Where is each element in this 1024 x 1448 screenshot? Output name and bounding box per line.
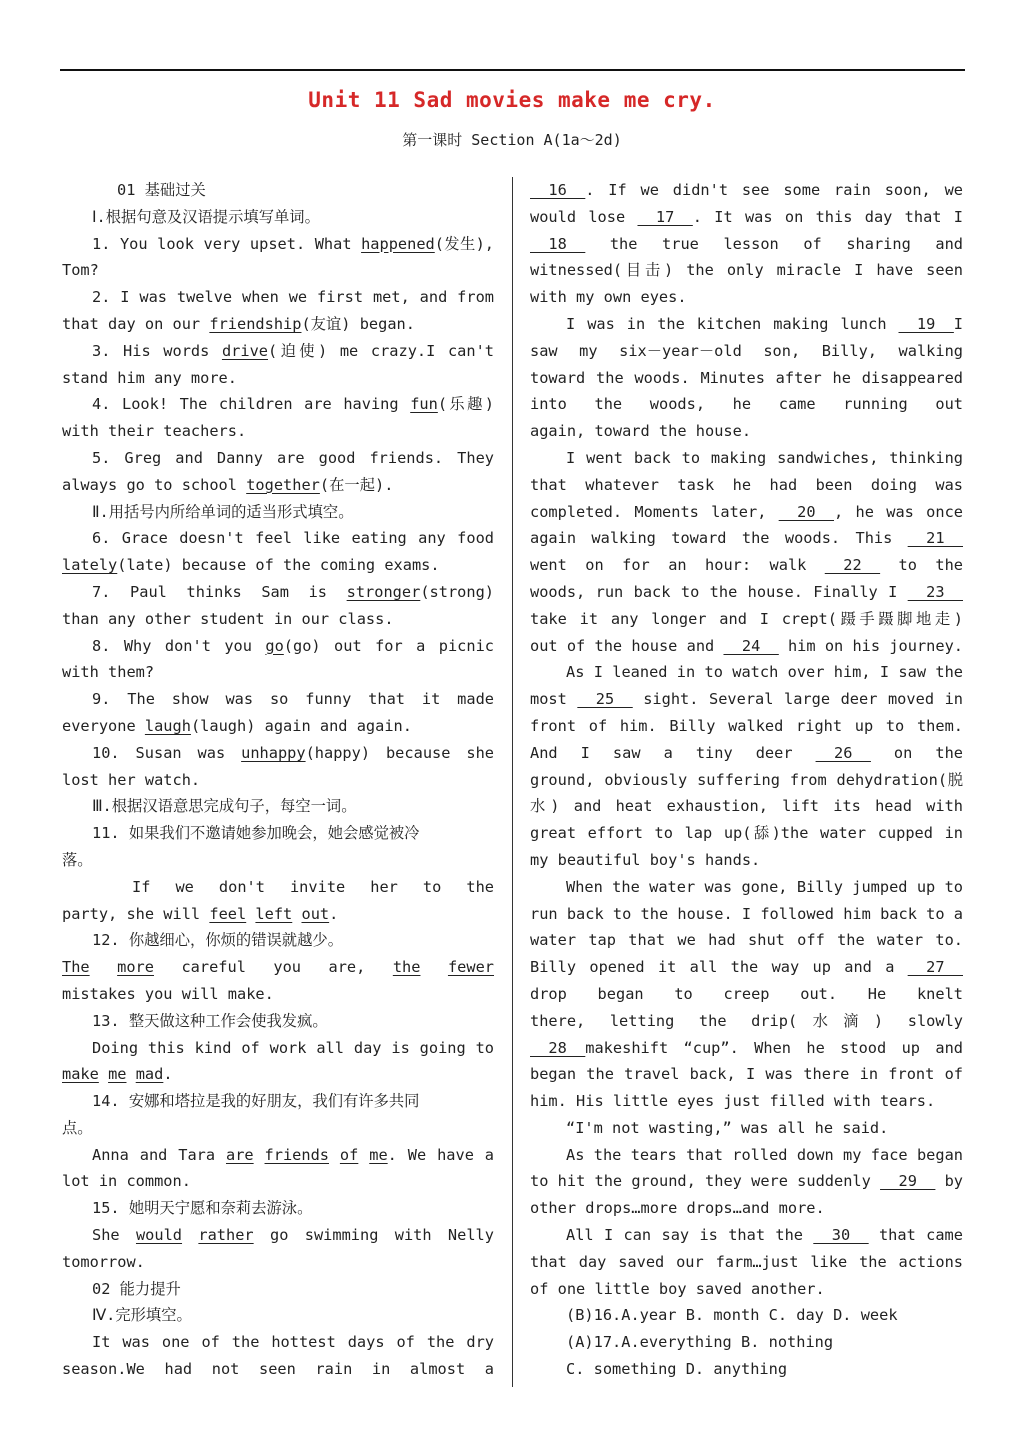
passage-text: drop began to creep out. He knelt [530, 984, 963, 1003]
passage-line [530, 365, 963, 392]
passage-text: to hit the ground, they were suddenly [530, 1172, 881, 1191]
passage-line [530, 954, 963, 981]
passage-text: And I saw a tiny deer [530, 743, 816, 762]
answer: together [246, 475, 320, 494]
page-subtitle: 第一课时 Section A(1a～2d) [402, 131, 622, 149]
passage-line [530, 659, 963, 686]
right-column [530, 177, 963, 1383]
q14-cn-line2: 点。 [62, 1118, 93, 1137]
answer: friendship [209, 314, 302, 333]
passage-text: began the travel back, I was there in front of [530, 1065, 963, 1084]
passage-text: All I can say is that the [566, 1226, 814, 1245]
q9-line2: everyone laugh(laugh) again and again. [62, 716, 412, 735]
passage-text: great effort to lap up(舔)the water cupped in [530, 824, 963, 843]
passage-text: C. something D. anything [566, 1360, 788, 1379]
answer: the [392, 958, 421, 977]
passage-line [530, 901, 963, 928]
answer: left [255, 904, 293, 923]
page-title: Unit 11 Sad movies make me cry. [308, 88, 716, 112]
cloze-blank: __21__ [907, 529, 963, 548]
passage-line [530, 204, 963, 231]
q3-line1: 3. His words drive(迫使) me crazy.I can't [92, 341, 494, 360]
passage-line [530, 1142, 963, 1169]
passage-text: him. His little eyes just filled with tears. [530, 1092, 936, 1111]
passage-line [530, 445, 963, 472]
passage-line [530, 713, 963, 740]
passage-text: take it any longer and I crept(蹑手蹑脚地走) [530, 609, 963, 628]
passage-text: makeshift “cup”. When he stood up and [585, 1038, 963, 1057]
cloze-blank: __29__ [880, 1172, 936, 1191]
passage-line [530, 1115, 963, 1142]
passage-text: would lose [530, 207, 638, 226]
part-heading-III: Ⅲ.根据汉语意思完成句子，每空一词。 [92, 797, 357, 816]
section-heading-02: 02 能力提升 [92, 1279, 181, 1298]
q14-en-line1: Anna and Tara are friends of me. We have a [92, 1145, 494, 1164]
cloze-blank: __17__ [637, 207, 693, 226]
q2-line2: that day on our friendship(友谊) began. [62, 314, 415, 333]
passage-line [530, 338, 963, 365]
q13-en-line2: make me mad. [62, 1065, 173, 1084]
passage-line [530, 874, 963, 901]
q14-en-line2: lot in common. [62, 1172, 191, 1191]
passage-line [530, 257, 963, 284]
passage-text: woods, run back to the house. Finally I [530, 582, 908, 601]
passage-text: When the water was gone, Billy jumped up to [566, 877, 963, 896]
answer: unhappy [241, 743, 306, 762]
passage-line [530, 579, 963, 606]
passage-line [530, 1249, 963, 1276]
q3-line2: stand him any more. [62, 368, 237, 387]
passage-line [530, 820, 963, 847]
passage-text: I [953, 314, 963, 333]
q7-line2: than any other student in our class. [62, 609, 394, 628]
passage-text: saw my six－year－old son, Billy, walking [530, 341, 963, 360]
section-heading-01: 01 基础过关 [117, 181, 206, 199]
passage-text: completed. Moments later, [530, 502, 779, 521]
passage-line [530, 1088, 963, 1115]
passage-line [530, 793, 963, 820]
q10-line1: 10. Susan was unhappy(happy) because she [92, 743, 494, 762]
answer: me [369, 1145, 388, 1164]
answer: happened [361, 234, 435, 253]
passage-line: It was one of the hottest days of the dry [92, 1333, 494, 1352]
answer: are [225, 1145, 254, 1164]
passage-text: (B)16.A.year B. month C. day D. week [566, 1306, 898, 1325]
cloze-blank: __28__ [530, 1038, 586, 1057]
passage-line [530, 177, 963, 204]
cloze-blank: __18__ [530, 234, 586, 253]
q15-cn: 15. 她明天宁愿和奈莉去游泳。 [92, 1199, 313, 1218]
passage-line [530, 1195, 963, 1222]
passage-text: him on his journey. [778, 636, 963, 655]
passage-line [530, 1008, 963, 1035]
passage-text: witnessed(目击) the only miracle I have seen [530, 261, 963, 280]
q1-line2: Tom? [62, 261, 99, 280]
q11-cn-line2: 落。 [62, 850, 93, 869]
passage-line [530, 472, 963, 499]
passage-line [530, 606, 963, 633]
passage-text: front of him. Billy walked right up to them. [530, 716, 963, 735]
passage-text: (A)17.A.everything B. nothing [566, 1333, 834, 1352]
passage-text: that day saved our farm…just like the actions [530, 1252, 963, 1271]
cloze-blank: __30__ [813, 1226, 869, 1245]
q10-line2: lost her watch. [62, 770, 201, 789]
cloze-blank: __20__ [778, 502, 834, 521]
passage-line [530, 686, 963, 713]
passage-line [530, 1061, 963, 1088]
answer: laugh [144, 716, 191, 735]
answer: lately [62, 556, 118, 575]
answer: The [62, 958, 90, 977]
passage-text: As the tears that rolled down my face began [566, 1145, 963, 1164]
cloze-blank: __22__ [824, 556, 881, 575]
answer: drive [221, 341, 268, 360]
passage-line [530, 1222, 963, 1249]
part-heading-II: Ⅱ.用括号内所给单词的适当形式填空。 [92, 502, 354, 521]
q11-en-line1: If we don't invite her to the [132, 877, 494, 896]
q12-en-line2: mistakes you will make. [62, 984, 274, 1003]
q9-line1: 9. The show was so funny that it made [92, 690, 494, 709]
passage-text: into the woods, he came running out [530, 395, 963, 414]
passage-line [530, 311, 963, 338]
passage-line [530, 847, 963, 874]
answer: feel [209, 904, 247, 923]
passage-text: other drops…more drops…and more. [530, 1199, 825, 1218]
cloze-blank: __27__ [907, 958, 963, 977]
answer: friends [264, 1145, 329, 1164]
passage-text: by [935, 1172, 963, 1191]
passage-line [530, 1329, 963, 1356]
left-column [62, 177, 494, 1383]
passage-text: I was in the kitchen making lunch [566, 314, 899, 333]
q11-en-line2: party, she will feel left out. [62, 904, 339, 923]
passage-line [530, 418, 963, 445]
answer: stronger [346, 582, 421, 601]
passage-text: again, toward the house. [530, 422, 752, 441]
passage-text: that whatever task he had been doing was [530, 475, 963, 494]
passage-text: that came [868, 1226, 963, 1245]
passage-text: on the [870, 743, 963, 762]
passage-text: run back to the house. I followed him back to a [530, 904, 963, 923]
passage-text: of one little boy saved another. [530, 1279, 825, 1298]
passage-line [530, 391, 963, 418]
passage-text: water tap that we had shut off the water to. [530, 931, 963, 950]
q6-line1: 6. Grace doesn't feel like eating any food [92, 529, 494, 548]
q13-en-line1: Doing this kind of work all day is going to [92, 1038, 494, 1057]
passage-text: the true lesson of sharing and [585, 234, 963, 253]
q12-cn: 12. 你越细心，你烦的错误就越少。 [92, 931, 343, 950]
q15-en-line1: She would rather go swimming with Nelly [92, 1226, 494, 1245]
q6-line2: lately(late) because of the coming exams. [62, 556, 440, 575]
passage-text: I went back to making sandwiches, thinking [566, 448, 963, 467]
cloze-blank: __16__ [530, 181, 586, 199]
q11-cn-line1: 11. 如果我们不邀请她参加晚会，她会感觉被冷 [92, 824, 420, 843]
passage-line [530, 499, 963, 526]
q12-en-line1: The more careful you are, the fewer [62, 958, 494, 977]
cloze-blank: __19__ [898, 314, 954, 333]
passage-text: ground, obviously suffering from dehydration(脱 [530, 770, 963, 789]
answer: fun [410, 395, 438, 414]
passage-line [530, 767, 963, 794]
passage-text: with my own eyes. [530, 288, 687, 307]
passage-line [530, 927, 963, 954]
passage-line [530, 1356, 963, 1383]
passage-text: 水) and heat exhaustion, lift its head with [530, 797, 963, 816]
passage-text: my beautiful boy's hands. [530, 850, 761, 869]
passage-line [530, 1035, 963, 1062]
passage-text: again walking toward the woods. This [530, 529, 908, 548]
answer: more [117, 958, 154, 977]
q5-line1: 5. Greg and Danny are good friends. They [92, 448, 494, 467]
answer: of [339, 1145, 359, 1164]
passage-line [530, 231, 963, 258]
answer: out [301, 904, 330, 923]
passage-line: season.We had not seen rain in almost a [62, 1360, 494, 1379]
passage-text: toward the woods. Minutes after he disappeared [530, 368, 963, 387]
q8-line2: with them? [62, 663, 155, 682]
passage-line [530, 1302, 963, 1329]
answer: rather [198, 1226, 254, 1245]
answer: me [108, 1065, 127, 1084]
q2-line1: 2. I was twelve when we first met, and from [92, 288, 494, 307]
q4-line1: 4. Look! The children are having fun(乐趣) [92, 395, 494, 414]
answer: make [62, 1065, 99, 1084]
passage-line [530, 740, 963, 767]
answer: fewer [447, 958, 494, 977]
passage-line [530, 284, 963, 311]
passage-text: , he was once [834, 502, 963, 521]
passage-line [530, 1168, 963, 1195]
q4-line2: with their teachers. [62, 422, 247, 441]
passage-line [530, 552, 963, 579]
passage-text: sight. Several large deer moved in [632, 690, 963, 709]
answer: mad [135, 1065, 164, 1084]
passage-text: there, letting the drip(水滴) slowly [530, 1011, 963, 1030]
passage-text: . It was on this day that I [692, 207, 963, 226]
passage-text: went on for an hour: walk [530, 556, 825, 575]
passage-text: “I'm not wasting,” was all he said. [566, 1118, 889, 1137]
cloze-blank: __25__ [577, 690, 633, 709]
passage-text: most [530, 690, 578, 709]
q13-cn: 13. 整天做这种工作会使我发疯。 [92, 1011, 328, 1030]
cloze-blank: __24__ [723, 636, 779, 655]
q5-line2: always go to school together(在一起). [62, 475, 394, 494]
passage-text: to the [880, 556, 963, 575]
answer: would [135, 1226, 183, 1245]
passage-line [530, 1276, 963, 1303]
part-heading-I: Ⅰ.根据句意及汉语提示填写单词。 [92, 207, 320, 226]
passage-text: Billy opened it all the way up and a [530, 958, 908, 977]
top-rule [60, 69, 965, 71]
q8-line1: 8. Why don't you go(go) out for a picnic [92, 636, 494, 655]
passage-line [530, 525, 963, 552]
q1-line1: 1. You look very upset. What happened(发生), [92, 234, 494, 253]
passage-text: out of the house and [530, 636, 724, 655]
q7-line1: 7. Paul thinks Sam is stronger(strong) [92, 582, 494, 601]
q14-cn-line1: 14. 安娜和塔拉是我的好朋友，我们有许多共同 [92, 1092, 420, 1111]
column-divider [512, 177, 513, 1387]
passage-text: As I leaned in to watch over him, I saw the [566, 663, 963, 682]
cloze-blank: __26__ [815, 743, 871, 762]
passage-line [530, 981, 963, 1008]
answer: go [265, 636, 284, 655]
passage-text: . If we didn't see some rain soon, we [585, 181, 963, 199]
q15-en-line2: tomorrow. [62, 1252, 145, 1271]
passage-line [530, 633, 963, 660]
part-heading-IV: Ⅳ.完形填空。 [92, 1306, 192, 1325]
cloze-blank: __23__ [907, 582, 963, 601]
